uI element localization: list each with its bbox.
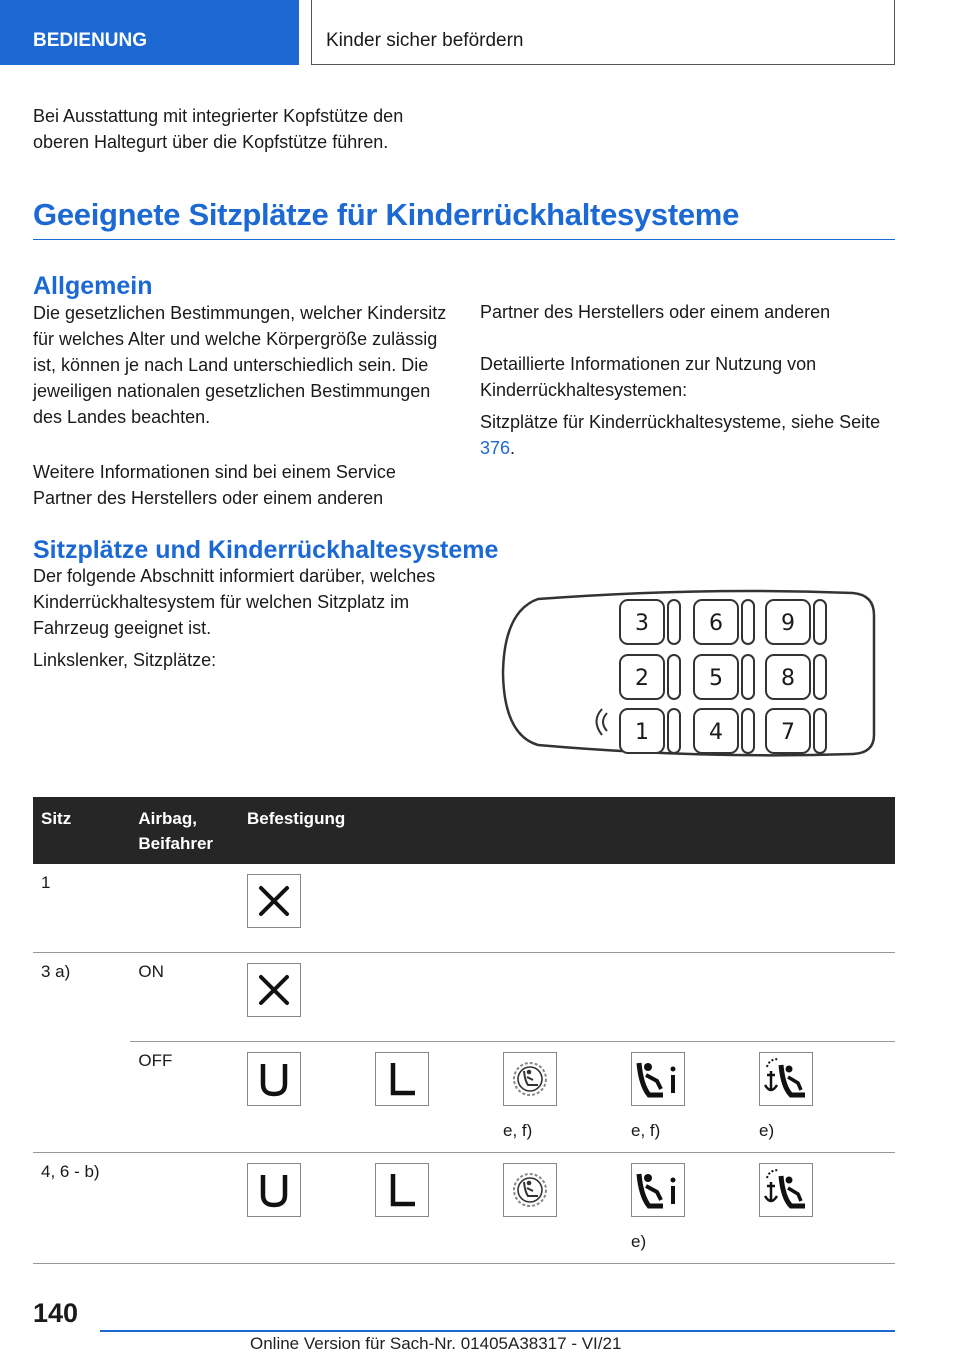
allgemein-paragraph-2-cont: Partner des Herstellers oder einem anderen bbox=[480, 302, 831, 322]
seat-backrest bbox=[668, 709, 680, 753]
seat-backrest bbox=[742, 655, 754, 699]
icon-note: e) bbox=[631, 1232, 647, 1251]
top-tether-seat-icon bbox=[759, 1052, 813, 1106]
seat-backrest bbox=[814, 600, 826, 644]
x-icon bbox=[247, 963, 301, 1017]
table-row bbox=[33, 1042, 895, 1153]
seat-number: 9 bbox=[781, 611, 795, 636]
x-icon bbox=[247, 874, 301, 928]
cell-sitz: 1 bbox=[33, 864, 130, 953]
header-airbag: Airbag, Beifahrer bbox=[130, 797, 239, 864]
chapter-title: Kinder sicher befördern bbox=[311, 0, 895, 65]
seat-backrest bbox=[668, 600, 680, 644]
main-heading: Geeignete Sitzplätze für Kinderrückhaltesysteme bbox=[33, 197, 895, 240]
cell-befestigung bbox=[239, 1042, 895, 1153]
isofix-seat-icon bbox=[503, 1052, 557, 1106]
seat-layout-diagram bbox=[498, 585, 878, 760]
header-befestigung: Befestigung bbox=[239, 797, 895, 864]
seat-number: 2 bbox=[635, 666, 649, 691]
seat-number: 4 bbox=[709, 720, 723, 745]
seat-backrest bbox=[742, 600, 754, 644]
cell-airbag bbox=[130, 864, 239, 953]
sitzplaetze-heading: Sitzplätze und Kinderrückhaltesysteme bbox=[33, 536, 499, 564]
allgemein-heading: Allgemein bbox=[33, 272, 153, 300]
sitzplaetze-paragraph-2: Linkslenker, Sitzplätze: bbox=[33, 650, 217, 670]
cell-airbag: ON bbox=[130, 953, 239, 1042]
seat-number: 8 bbox=[781, 666, 795, 691]
allgemein-paragraph-2: Weitere Informationen sind bei einem Service Partner des Herstellers oder einem anderen bbox=[33, 462, 396, 508]
i-size-seat-icon bbox=[631, 1052, 685, 1106]
table-row bbox=[33, 864, 895, 953]
seat-number: 7 bbox=[781, 720, 795, 745]
seat-backrest bbox=[742, 709, 754, 753]
section-tab: BEDIENUNG bbox=[0, 0, 299, 65]
table-row bbox=[33, 953, 895, 1042]
cell-airbag: OFF bbox=[130, 1042, 239, 1153]
sitzplaetze-paragraph-1: Der folgende Abschnitt informiert darüber, welches Kinderrückhaltesystem für welchen Sitzplatz im Fahrzeug geeignet ist. bbox=[33, 566, 436, 638]
seat-number: 3 bbox=[635, 611, 649, 636]
cell-befestigung bbox=[239, 953, 895, 1042]
cell-befestigung bbox=[239, 864, 895, 953]
cell-sitz: 3 a) bbox=[33, 953, 130, 1153]
footer-divider bbox=[100, 1330, 895, 1332]
cell-airbag bbox=[130, 1153, 239, 1264]
header-sitz: Sitz bbox=[33, 797, 130, 864]
seat-backrest bbox=[668, 655, 680, 699]
semi-universal-l-icon bbox=[375, 1163, 429, 1217]
allgemein-paragraph-3: Detaillierte Informationen zur Nutzung von Kinderrückhaltesystemen: bbox=[480, 354, 817, 400]
seat-backrest bbox=[814, 709, 826, 753]
cell-sitz: 4, 6 - b) bbox=[33, 1153, 130, 1264]
page-number: 140 bbox=[33, 1298, 79, 1328]
isofix-seat-icon bbox=[503, 1163, 557, 1217]
allgemein-paragraph-1: Die gesetzlichen Bestimmungen, welcher Kindersitz für welches Alter und welche Körpergröße zulässig ist, können je nach Land unterschiedlich sein. Die jeweiligen nationalen gesetzlichen Bestimmungen des Landes beachten. bbox=[33, 303, 447, 427]
table-row bbox=[33, 1153, 895, 1264]
top-tether-seat-icon bbox=[759, 1163, 813, 1217]
cell-befestigung bbox=[239, 1153, 895, 1264]
universal-u-icon bbox=[247, 1163, 301, 1217]
allgemein-paragraph-4: Sitzplätze für Kinderrückhaltesysteme, siehe Seite 376. bbox=[480, 412, 881, 458]
icon-note: e, f) bbox=[503, 1121, 533, 1140]
footer-text: Online Version für Sach-Nr. 01405A38317 - VI/21 bbox=[250, 1334, 622, 1353]
universal-u-icon bbox=[247, 1052, 301, 1106]
seat-number: 6 bbox=[709, 611, 723, 636]
semi-universal-l-icon bbox=[375, 1052, 429, 1106]
seat-number: 1 bbox=[635, 720, 649, 745]
seat-number: 5 bbox=[709, 666, 723, 691]
icon-note: e) bbox=[759, 1121, 775, 1140]
icon-note: e, f) bbox=[631, 1121, 661, 1140]
intro-text: Bei Ausstattung mit integrierter Kopfstütze den oberen Haltegurt über die Kopfstütze führen. bbox=[33, 106, 404, 152]
seat-backrest bbox=[814, 655, 826, 699]
page-link[interactable]: 376 bbox=[480, 438, 511, 458]
i-size-seat-icon bbox=[631, 1163, 685, 1217]
seat-table bbox=[33, 797, 895, 1264]
